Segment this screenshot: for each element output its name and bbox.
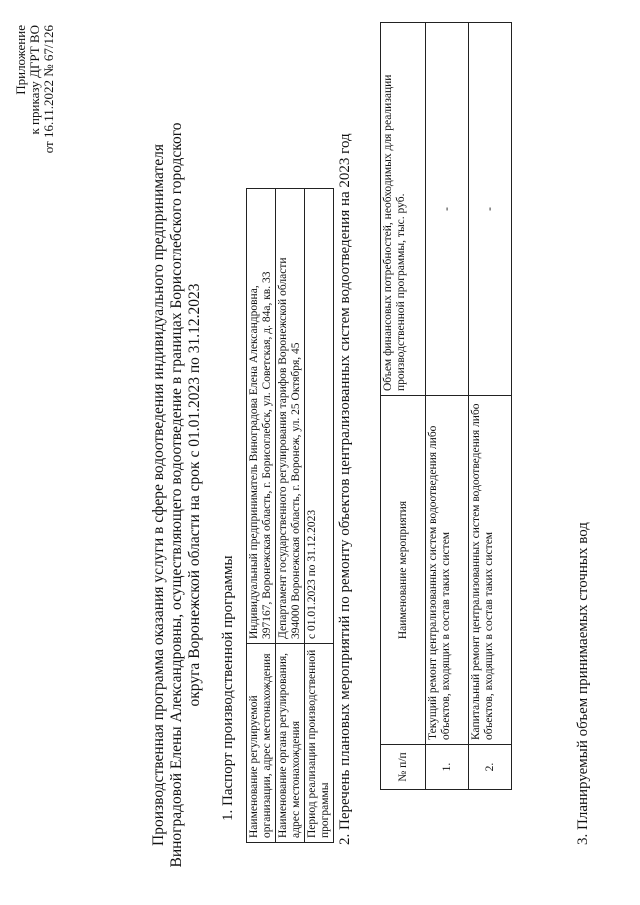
measure-volume: - [426, 23, 469, 396]
section-1-heading: 1. Паспорт производственной программы [220, 555, 236, 821]
passport-label: Период реализации производственной программы [305, 644, 334, 843]
table-row [305, 189, 334, 843]
row-number: 2. [469, 745, 512, 790]
row-number: 1. [426, 745, 469, 790]
appendix-line-1: Приложение [13, 25, 28, 95]
passport-value-line: Департамент государственного регулирования тарифов Воронежской области [277, 257, 289, 639]
title-line-3: округа Воронежской области на срок с 01.01.2023 по 31.12.2023 [186, 283, 203, 707]
section-2-heading: 2. Перечень плановых мероприятий по ремонту объектов централизованных систем водоотведения на 2023 год [337, 133, 353, 845]
table-row [247, 189, 276, 843]
passport-value-line: с 01.01.2023 по 31.12.2023 [306, 509, 318, 639]
passport-value [247, 189, 276, 644]
column-header-num: № п/п [381, 745, 426, 790]
measure-volume: - [469, 23, 512, 396]
appendix-line-3: от 16.11.2022 № 67/126 [41, 25, 56, 154]
passport-table [246, 188, 334, 843]
table-header-row [381, 23, 426, 790]
passport-value [305, 189, 334, 644]
appendix-note [14, 25, 56, 205]
measures-table [380, 22, 512, 790]
passport-label: Наименование регулируемой организации, адрес местонахождения [247, 644, 276, 843]
appendix-line-2: к приказу ДГРТ ВО [27, 25, 42, 135]
column-header-name: Наименование мероприятия [381, 396, 426, 745]
title-line-1: Производственная программа оказания услуги в сфере водоотведения индивидуального предпринимателя [150, 144, 167, 846]
passport-value-line: 394000 Воронежская область, г. Воронеж, ул. 25 Октября, 45 [290, 342, 302, 639]
table-row [469, 23, 512, 790]
passport-value-line: Индивидуальный предприниматель Виноградова Елена Александровна, [248, 285, 260, 639]
passport-label: Наименование органа регулирования, адрес местонахождения [276, 644, 305, 843]
title-line-2: Виноградовой Елены Александровны, осуществляющего водоотведение в границах Борисоглебского городского [168, 122, 185, 868]
measure-name: Капитальный ремонт централизованных систем водоотведения либо объектов, входящих в состав таких систем [469, 396, 512, 745]
document-title [150, 105, 204, 885]
column-header-volume: Объем финансовых потребностей, необходимых для реализации производственной программы, тыс. руб. [381, 23, 426, 396]
passport-value [276, 189, 305, 644]
measure-name: Текущий ремонт централизованных систем водоотведения либо объектов, входящих в состав таких систем [426, 396, 469, 745]
table-row [426, 23, 469, 790]
table-row [276, 189, 305, 843]
section-3-heading: 3. Планируемый объем принимаемых сточных вод [575, 522, 591, 845]
passport-value-line: 397167, Воронежская область, г. Борисоглебск, ул. Советская, д. 84а, кв. 33 [261, 271, 273, 639]
